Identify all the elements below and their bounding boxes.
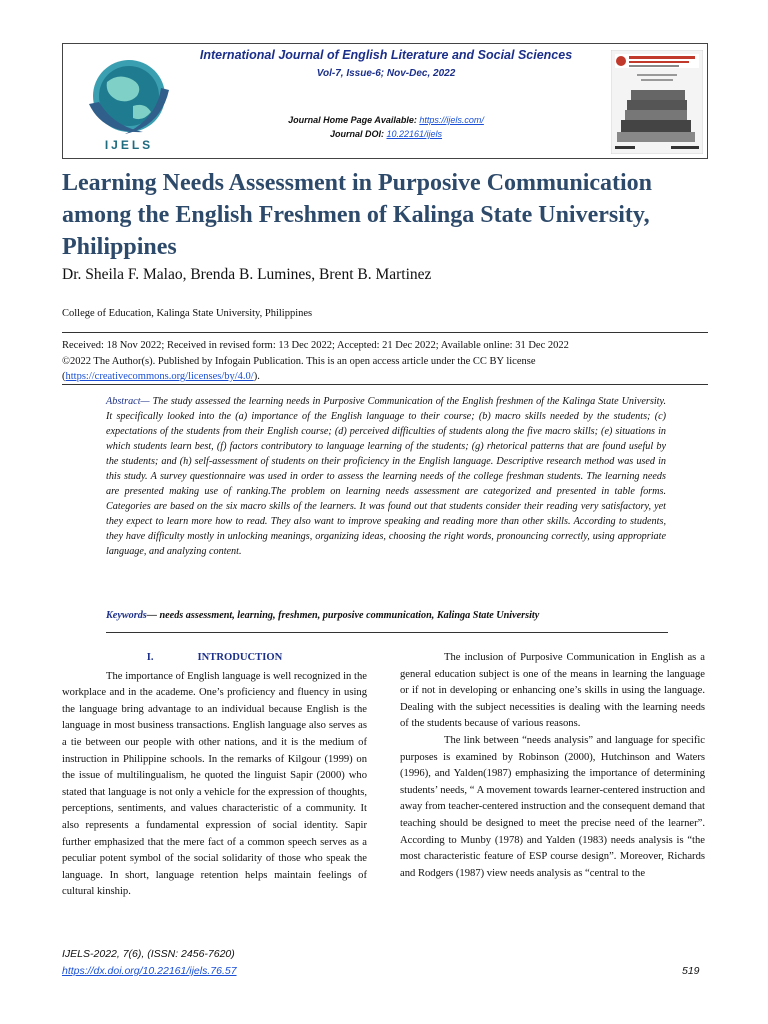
journal-cover-image bbox=[611, 50, 703, 154]
journal-volume: Vol-7, Issue-6; Nov-Dec, 2022 bbox=[316, 68, 456, 79]
license-line bbox=[62, 369, 708, 385]
right-column bbox=[400, 650, 705, 882]
journal-name: International Journal of English Literature and Social Sciences bbox=[199, 48, 573, 62]
paragraph: The link between “needs analysis” and language for specific purposes is examined by Robinson (2000), Hutchinson and Waters (1996), and Yalden(1987) emphasizing the importance of determining students’ needs, “ A movement towards learner-centered instruction and away from teacher-centered instruction and the consequent demand that teaching should be designed to meet the precise need of the learner”. According to Munby (1978) and Yalden (1983) needs analysis is “the most characteristic feature of ESP course design”. Moreover, Richards and Rodgers (1987) view needs analysis as “central to the bbox=[400, 734, 705, 879]
paper-title: Learning Needs Assessment in Purposive Communication among the English Freshmen of Kalinga State University, Philippines bbox=[62, 170, 653, 260]
paper-authors: Dr. Sheila F. Malao, Brenda B. Lumines, Brent B. Martinez bbox=[62, 266, 432, 283]
abstract bbox=[106, 394, 666, 559]
article-history bbox=[62, 338, 708, 385]
divider bbox=[106, 632, 668, 633]
license-link[interactable]: https://creativecommons.org/licenses/by/4.0/ bbox=[65, 371, 254, 382]
copyright-line: ©2022 The Author(s). Published by Infogain Publication. This is an open access article under the CC BY license bbox=[62, 355, 536, 367]
abstract-label: Abstract— bbox=[106, 396, 150, 407]
journal-header bbox=[62, 43, 708, 159]
left-column bbox=[62, 650, 367, 901]
keywords-text: — needs assessment, learning, freshmen, purposive communication, Kalinga State University bbox=[146, 610, 540, 621]
footer-doi-link[interactable]: https://dx.doi.org/10.22161/ijels.76.57 bbox=[62, 965, 237, 977]
received-dates: Received: 18 Nov 2022; Received in revised form: 13 Dec 2022; Accepted: 21 Dec 2022; Available online: 31 Dec 2022 bbox=[62, 340, 569, 351]
journal-home-label: Journal Home Page Available: bbox=[288, 115, 420, 125]
keywords bbox=[106, 610, 686, 621]
page-number: 519 bbox=[682, 965, 700, 977]
section-heading bbox=[62, 650, 367, 667]
divider bbox=[62, 384, 708, 385]
paragraph: The importance of English language is well recognized in the workplace and in the academe. One’s proficiency and fluency in using the language bring advantage to an individual because English is the language in most business transactions. English language also serves as a tie between our people with other nations, and it is the medium of instruction in Philippine schools. In the remarks of Kilgour (1999) on the issue of multilingualism, he quoted the linguist Sapir (2000) who stated that language is not only a vehicle for the expression of thoughts, perceptions, sentiments, and values characteristic of a community. It also represents a fundamental expression of social identity. Sapir further emphasized that the mere fact of a common speech serves as a peculiar potent symbol of the social solidarity of those who speak the language. In short, language retention helps maintain feelings of cultural kinship. bbox=[62, 670, 367, 898]
abstract-text: The study assessed the learning needs in Purposive Communication of the English freshmen of the Kalinga State University. It specifically looked into the (a) importance of the English language to their course; (b) macro skills needed by the students; (c) expectations of the students from their English course; (d) perceived difficulties of students along the five macro skills; (e) situations in which students learn best, (f) factors contributory to language learning of the students; (g) rhetorical patterns that are found useful by the students; and (h) self-assessment of students on their proficiency in the English language. Descriptive research method was used in this study. A survey questionnaire was used in order to assess the learning needs of the college freshman students. The learning needs are presented making use of ranking.The problem on learning needs assessment are categorized and presented in table forms. Categories are based on the six macro skills of the learners. It was found out that students consider their reading very satisfactory, yet they expect to learn more how to read. They also want to improve speaking and reading more than other skills. According to students, they have difficulty mostly in unlocking meanings, organizing ideas, choosing the right words, pronouncing correctly, using appropriate language, and analyzing content. bbox=[106, 396, 666, 557]
ijels-logo-icon bbox=[73, 52, 191, 152]
license-close: ). bbox=[253, 371, 260, 382]
license-open: ( bbox=[62, 371, 66, 382]
paper-affiliation: College of Education, Kalinga State University, Philippines bbox=[62, 308, 313, 319]
journal-home-line bbox=[191, 115, 581, 125]
journal-doi-line bbox=[191, 129, 581, 139]
logo-text: IJELS bbox=[104, 138, 154, 152]
paragraph: The inclusion of Purposive Communication in English as a general education subject is one of the means in learning the language or if not in developing or enhancing one’s skills in using the language. Dealing with the subject necessities is dealing with the learning needs of the students because of various reasons. bbox=[400, 652, 705, 730]
divider bbox=[62, 332, 708, 333]
journal-doi-link[interactable]: 10.22161/ijels bbox=[386, 129, 443, 139]
keywords-label: Keywords bbox=[106, 610, 147, 621]
journal-home-link[interactable]: https://ijels.com/ bbox=[419, 115, 484, 125]
footer-issn: IJELS-2022, 7(6), (ISSN: 2456-7620) bbox=[62, 948, 235, 960]
journal-doi-label: Journal DOI: bbox=[329, 129, 387, 139]
section-number: I. bbox=[146, 652, 154, 663]
section-title: INTRODUCTION bbox=[197, 652, 283, 663]
